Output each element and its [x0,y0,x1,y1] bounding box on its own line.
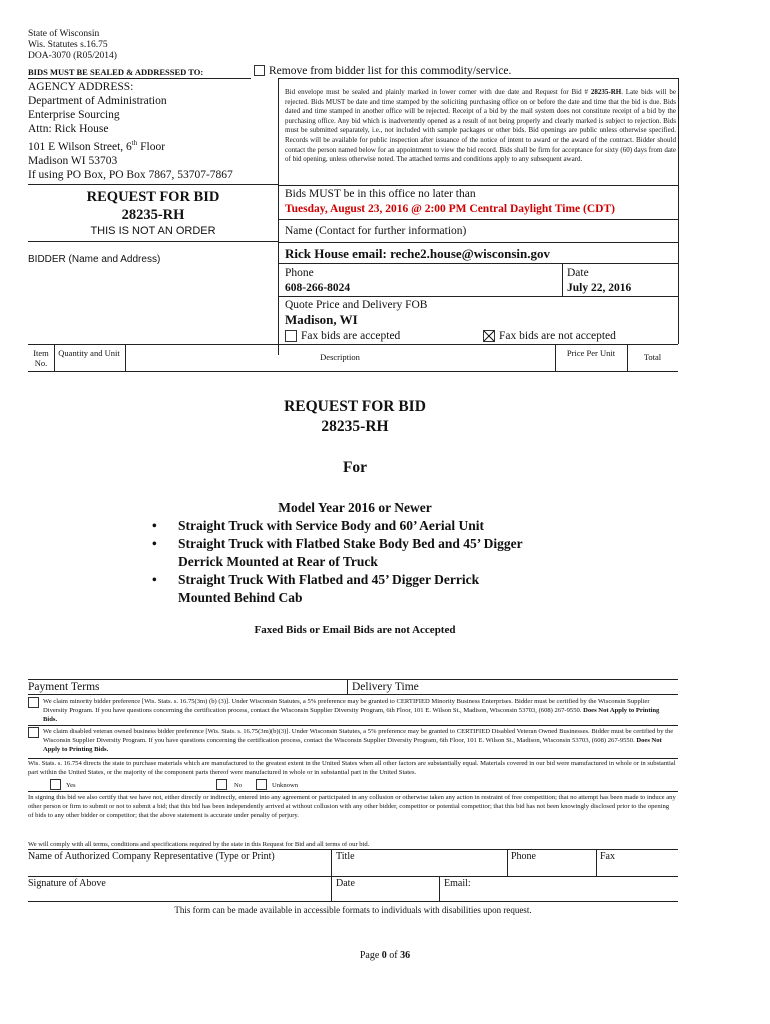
sig-phone-label: Phone [511,851,536,862]
divider [278,78,279,355]
fax-not-accepted-label: Fax bids are not accepted [499,330,616,342]
rep-name-label: Name of Authorized Company Representative (Type or Print) [28,851,275,862]
yes-label: Yes [66,782,76,789]
divider [278,78,678,79]
divider [28,849,678,850]
divider [28,78,251,79]
divider [28,184,278,185]
rfb-number: 28235-RH [121,207,185,223]
remove-bidder-label: Remove from bidder list for this commodity/service. [269,65,512,77]
yes-checkbox[interactable] [50,779,61,790]
agency-city: Madison WI 53703 [28,154,118,167]
divider [278,263,678,264]
agency-line: Department of Administration [28,95,167,107]
table-header-border [28,371,678,372]
model-year: Model Year 2016 or Newer [278,500,432,515]
rfb-title-block [28,188,278,224]
divider [596,849,597,876]
unknown-label: Unknown [272,782,299,789]
contact-value: Rick House email: reche2.house@wisconsin.gov [285,246,550,261]
divider [28,876,678,877]
divider [28,241,278,242]
phone-value: 608-266-8024 [285,282,351,294]
rfb-title: REQUEST FOR BID [86,189,220,205]
not-order-note: THIS IS NOT AN ORDER [90,225,216,237]
agency-line: Attn: Rick House [28,123,109,135]
bid-instructions: Bid envelope must be sealed and plainly marked in lower corner with due date and Request for Bid # 28235-RH. Late bids will be rejected. Bids MUST be date and time stamped by the soliciting purchasing office on or before the date and time that the bid is due. Bids dated and time stamped in another office will be rejected. Receipt of a bid by the mail system does not constitute receipt of a bid by the purchasing office. Any bid which is inadvertently opened as a result of not being properly and clearly marked is subject to rejection. Bids must be submitted separately, i.e., not included with sample packages or other bids. Bid openings are public unless otherwise specified. Records will be available for public inspection after issuance of the notice of intent to award or the award of the contract. Bidder should contact the person named below for an appointment to view the bid record. Bids shall be firm for acceptance for sixty (60) days from date of bid opening, unless otherwise noted. The attached terms and conditions apply to any subsequent award. [285,88,676,164]
divider [439,876,440,901]
truck-list [152,517,532,607]
minority-preference-checkbox[interactable] [28,697,39,708]
page-number: Page 0 of 36 [359,950,411,961]
divider [347,679,348,694]
col-item: Item No. [33,348,49,368]
sealed-label: BIDS MUST BE SEALED & ADDRESSED TO: [28,67,204,77]
agency-address [28,80,233,182]
no-checkbox[interactable] [216,779,227,790]
form-id-block [28,29,117,62]
comply-statement: We will comply with all terms, conditions and specifications required by the state in this Request for Bid and all terms of our bid. [28,841,370,848]
fob-value: Madison, WI [285,312,358,327]
col-total: Total [643,352,662,362]
divider [507,849,508,876]
list-item: • Straight Truck with Flatbed Stake Body Bed and 45’ Digger Derrick Mounted at Rear of Truck [152,535,532,571]
divider [555,344,556,371]
list-item: • Straight Truck With Flatbed and 45’ Digger Derrick Mounted Behind Cab [152,571,532,607]
veteran-preference-text: We claim disabled veteran owned business bidder preference [Wis. Stats. s. 16.75(3m)(b)(3)]. Under Wisconsin Statutes, a 5% preference may be granted to CERTIFIED Disabled Veteran Owned Businesses. Bidder must be certified by the Wisconsin Supplier Diversity Program. If you have questions concerning the certification process, contact the Wisconsin Supplier Diversity Program, 6th Floor, 101 E. Wilson St., Madison, Wisconsin 53703, (608) 267-9550. Does Not Apply to Printing Bids. [43,728,674,754]
divider [28,901,678,902]
date-label: Date [567,267,589,279]
form-id-line: State of Wisconsin [28,29,100,39]
list-item: • Straight Truck with Service Body and 60’ Aerial Unit [152,517,532,535]
body-title-block [210,397,500,437]
due-label: Bids MUST be in this office no later than [285,188,476,200]
agency-street: 101 E Wilson Street, 6th Floor [28,139,166,153]
phone-label: Phone [285,267,314,279]
divider [678,78,679,344]
checkmark-x-icon [483,330,495,342]
form-id-line: Wis. Statutes s.16.75 [28,40,108,50]
form-id-line: DOA-3070 (R05/2014) [28,51,117,61]
no-label: No [234,782,243,789]
divider [54,344,55,371]
divider [278,219,678,220]
remove-bidder-checkbox[interactable] [254,65,265,76]
delivery-time-label: Delivery Time [352,681,419,693]
divider [331,849,332,901]
title-label: Title [336,851,355,862]
payment-terms-label: Payment Terms [28,681,100,693]
divider [278,185,678,186]
body-for: For [342,459,368,476]
agency-pobox: If using PO Box, PO Box 7867, 53707-7867 [28,168,233,181]
minority-preference-text: We claim minority bidder preference [Wis. Stats. s. 16.75(3m) (b) (3)]. Under Wisconsin Statutes, a 5% preference may be granted to CERTIFIED Minority Business Enterprises. Bidder must be certified by the Wisconsin Supplier Diversity Program. If you have questions concerning the certification process, contact the Wisconsin Supplier Diversity Program, 6th Floor, 101 E. Wilson St., Madison, Wisconsin 53703, (608) 267-9550. Does Not Apply to Printing Bids. [43,698,660,724]
col-quantity: Quantity and Unit [58,348,120,358]
fob-label: Quote Price and Delivery FOB [285,299,428,311]
divider [28,694,678,695]
contact-label: Name (Contact for further information) [285,225,467,237]
agency-line: AGENCY ADDRESS: [28,81,134,93]
collusion-statement: In signing this bid we also certify that we have not, either directly or indirectly, entered into any agreement or participated in any collusion or otherwise taken any action in restraint of free competition; that no attempt has been made to induce any other person or firm to submit or not to submit a bid; that this bid has been independently arrived at without collusion with any other bidder, competitor or potential competitor; that this bid has not been knowingly disclosed prior to the opening of bids to any other bidder or competitor; that the above statement is accurate under penalty of perjury. [28,794,676,820]
fax-accepted-label: Fax bids are accepted [301,330,401,342]
divider [562,263,563,296]
accessible-note: This form can be made available in accessible formats to individuals with disabilities upon request. [174,905,532,915]
signature-label: Signature of Above [28,878,106,889]
divider [28,791,678,792]
sig-email-label: Email: [444,878,471,889]
col-price: Price Per Unit [566,348,616,358]
unknown-checkbox[interactable] [256,779,267,790]
fax-accepted-checkbox[interactable] [285,330,297,342]
date-value: July 22, 2016 [567,282,632,294]
divider [28,725,678,726]
veteran-preference-checkbox[interactable] [28,727,39,738]
faxed-note: Faxed Bids or Email Bids are not Accepted [254,624,456,636]
col-description: Description [320,352,360,362]
divider [278,242,678,243]
sig-fax-label: Fax [600,851,615,862]
agency-line: Enterprise Sourcing [28,109,120,121]
us-goods-text: Wis. Stats. s. 16.754 directs the state to purchase materials which are manufactured to the greatest extent in the United States when all other factors are substantially equal. Materials covered in our bid were manufactured in whole or in substantial part within the United States, or the majority of the component parts thereof were manufactured in whole or in substantial part in the United States. [28,760,676,777]
due-value: Tuesday, August 23, 2016 @ 2:00 PM Central Daylight Time (CDT) [285,203,615,215]
divider [278,296,678,297]
body-title: REQUEST FOR BID [284,398,426,415]
body-number: 28235-RH [321,418,389,435]
sig-date-label: Date [336,878,355,889]
bidder-label: BIDDER (Name and Address) [28,254,161,265]
fax-not-accepted-checkbox[interactable] [483,330,495,342]
